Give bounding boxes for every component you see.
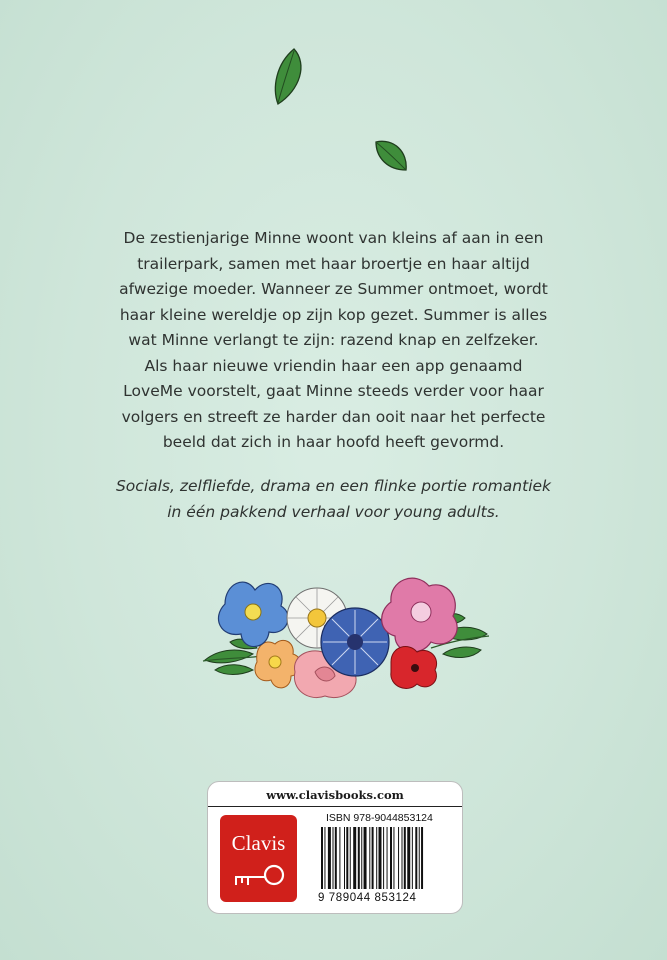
description-line: afwezige moeder. Wanneer ze Summer ontmoet, wordt <box>119 280 548 298</box>
tagline-line: in één pakkend verhaal voor young adults. <box>167 502 500 521</box>
isbn-label: ISBN 978-9044853124 <box>326 812 433 824</box>
blue-flower-icon <box>218 582 288 646</box>
description-line: trailerpark, samen met haar broertje en haar altijd <box>137 254 530 273</box>
description-line: beeld dat zich in haar hoofd heeft gevormd. <box>162 433 505 451</box>
magenta-flower-icon <box>382 578 458 652</box>
description-line: LoveMe voorstelt, gaat Minne steeds verder voor haar <box>123 382 544 400</box>
divider <box>208 806 462 807</box>
description-line: wat Minne verlangt te zijn: razend knap en zelfzeker. <box>128 331 539 349</box>
tagline-line: Socials, zelfliefde, drama en een flinke portie romantiek <box>115 477 552 495</box>
isbn-digits: 9 789044 853124 <box>318 892 417 904</box>
clavis-logo <box>220 815 297 902</box>
description-line: Als haar nieuwe vriendin haar een app genaamd <box>144 356 523 375</box>
flower-garland-illustration <box>195 562 495 712</box>
publisher-info-box <box>207 781 463 914</box>
leaf-icon <box>372 136 412 176</box>
book-description <box>100 226 567 456</box>
book-tagline <box>90 474 577 525</box>
red-poppy-icon <box>391 647 437 689</box>
publisher-website: www.clavisbooks.com <box>266 788 404 802</box>
cornflower-icon <box>321 608 389 676</box>
barcode <box>319 827 455 891</box>
description-line: volgers en streeft ze harder dan ooit naar het perfecte <box>121 407 546 426</box>
description-line: De zestienjarige Minne woont van kleins af aan in een <box>123 229 544 247</box>
description-line: haar kleine wereldje op zijn kop gezet. Summer is alles <box>119 305 548 324</box>
leaf-icon <box>270 46 306 108</box>
logo-text: Clavis <box>231 831 286 855</box>
key-icon <box>230 861 288 891</box>
